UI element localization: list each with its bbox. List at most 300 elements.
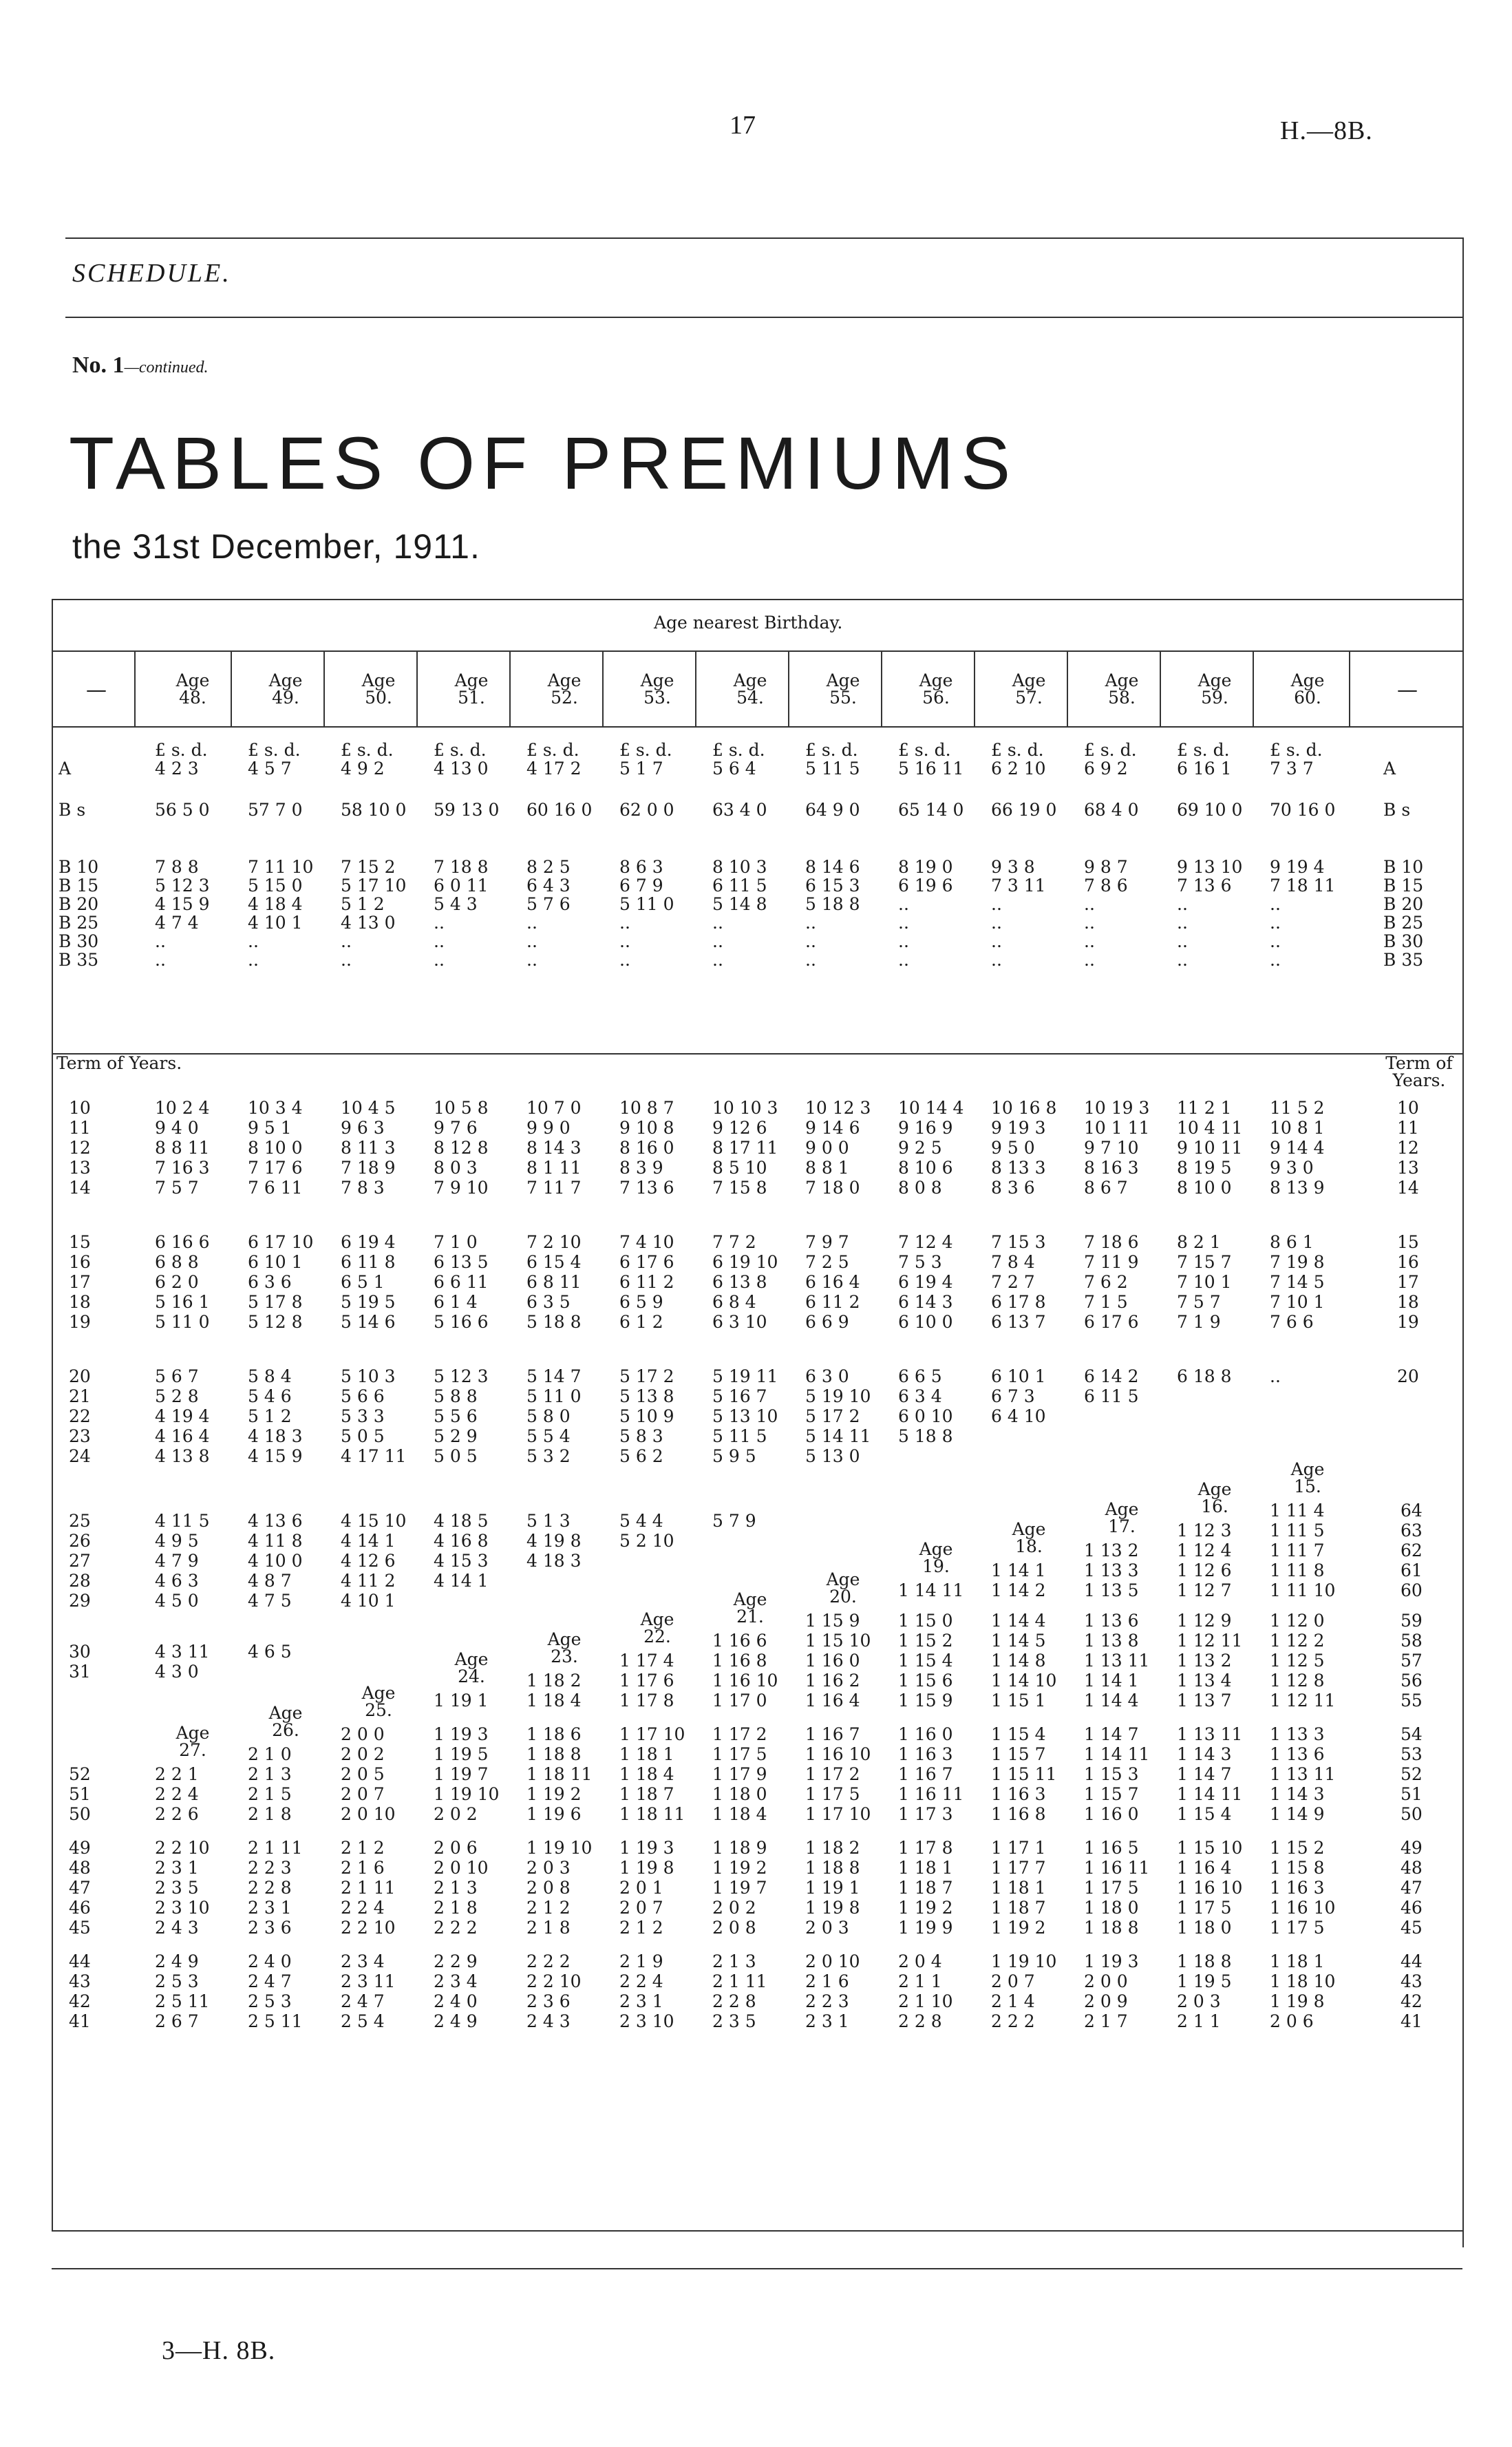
premium-cell: 1 18 6 — [526, 1724, 582, 1744]
top-rule — [65, 237, 1462, 239]
premium-cell: 1 18 8 — [1084, 1918, 1139, 1938]
premium-cell: 8 8 11 — [155, 1138, 210, 1158]
premium-cell: 5 2 10 — [619, 1531, 674, 1551]
column-header-age: Age 48. — [175, 670, 210, 708]
premium-cell: 1 16 10 — [1270, 1898, 1336, 1918]
premium-cell: 1 19 10 — [434, 1784, 500, 1804]
age-subheader: Age 17. — [1105, 1499, 1139, 1536]
premium-cell: 1 19 2 — [526, 1784, 582, 1804]
premium-cell: 8 6 3 — [619, 857, 663, 877]
premium-cell: 1 17 4 — [619, 1651, 674, 1671]
premium-cell: 6 6 5 — [898, 1366, 942, 1386]
term-label-right: 56 — [1401, 1671, 1423, 1691]
premium-cell: 4 2 3 — [155, 759, 199, 778]
premium-cell: 7 17 6 — [248, 1158, 303, 1178]
premium-cell: .. — [1270, 950, 1281, 970]
premium-cell: 5 5 6 — [434, 1406, 478, 1426]
premium-cell: 2 4 3 — [526, 2011, 571, 2031]
premium-cell: 1 15 2 — [1270, 1838, 1325, 1858]
premium-cell: 7 8 3 — [341, 1178, 385, 1198]
premium-cell: 5 1 3 — [526, 1511, 571, 1531]
premium-cell: 1 14 11 — [1177, 1784, 1243, 1804]
premium-cell: 8 0 3 — [434, 1158, 478, 1178]
premium-cell: 10 8 1 — [1270, 1118, 1325, 1138]
premium-cell: 1 15 9 — [805, 1611, 860, 1631]
premium-cell: 4 15 3 — [434, 1551, 489, 1571]
premium-cell: 2 2 4 — [155, 1784, 199, 1804]
premium-cell: .. — [898, 950, 909, 970]
premium-cell: 8 3 9 — [619, 1158, 663, 1178]
premium-cell: 6 3 5 — [526, 1292, 571, 1312]
premium-cell: 68 4 0 — [1084, 800, 1139, 820]
premium-cell: 4 18 3 — [526, 1551, 582, 1571]
term-section-rule — [52, 1053, 1462, 1055]
continued-label: —continued. — [124, 359, 209, 377]
premium-cell: 1 16 5 — [1084, 1838, 1139, 1858]
premium-cell: 10 19 3 — [1084, 1098, 1150, 1118]
term-label: 25 — [69, 1511, 91, 1531]
premium-cell: 2 1 11 — [712, 1971, 767, 1991]
premium-cell: 4 15 10 — [341, 1511, 407, 1531]
premium-cell: 2 2 8 — [898, 2011, 942, 2031]
premium-cell: 8 13 9 — [1270, 1178, 1325, 1198]
premium-cell: 1 18 7 — [898, 1878, 953, 1898]
term-label: 27 — [69, 1551, 91, 1571]
premium-cell: 1 12 7 — [1177, 1580, 1232, 1600]
premium-cell: .. — [1084, 894, 1095, 914]
premium-cell: 5 6 2 — [619, 1446, 663, 1466]
premium-cell: 9 13 10 — [1177, 857, 1243, 877]
premium-cell: 1 11 4 — [1270, 1501, 1325, 1521]
premium-cell: 9 14 6 — [805, 1118, 860, 1138]
footer-rule — [52, 2268, 1462, 2269]
premium-cell: 4 7 4 — [155, 913, 199, 933]
premium-cell: .. — [898, 913, 909, 933]
term-label: 14 — [69, 1178, 91, 1198]
term-label-right: 17 — [1397, 1272, 1419, 1292]
premium-cell: .. — [619, 931, 630, 951]
premium-cell: 1 19 8 — [1270, 1991, 1325, 2011]
premium-cell: 64 9 0 — [805, 800, 860, 820]
premium-cell: 1 13 7 — [1177, 1691, 1232, 1710]
premium-cell: 1 19 5 — [1177, 1971, 1232, 1991]
premium-cell: 7 14 5 — [1270, 1272, 1325, 1292]
column-divider — [1160, 650, 1161, 726]
premium-cell: 6 10 0 — [898, 1312, 953, 1332]
premium-cell: 4 10 1 — [341, 1591, 396, 1611]
premium-cell: 6 4 10 — [991, 1406, 1046, 1426]
term-label: 46 — [69, 1898, 91, 1918]
premium-cell: 1 19 6 — [526, 1804, 582, 1824]
premium-cell: 1 12 3 — [1177, 1521, 1232, 1540]
term-label: 17 — [69, 1272, 91, 1292]
column-divider — [231, 650, 232, 726]
premium-cell: 1 17 2 — [805, 1764, 860, 1784]
premium-cell: 2 2 1 — [155, 1764, 199, 1784]
premium-cell: 4 8 7 — [248, 1571, 292, 1591]
premium-cell: 5 6 6 — [341, 1386, 385, 1406]
term-label-right: 19 — [1397, 1312, 1419, 1332]
term-label: 21 — [69, 1386, 91, 1406]
premium-cell: 2 2 8 — [712, 1991, 756, 2011]
term-label-right: 13 — [1397, 1158, 1419, 1178]
premium-cell: 1 19 8 — [619, 1858, 674, 1878]
premium-cell: 1 15 4 — [991, 1724, 1046, 1744]
premium-cell: 5 11 5 — [805, 759, 860, 778]
row-label: B 35 — [58, 950, 99, 970]
premium-cell: 5 6 4 — [712, 759, 756, 778]
premium-cell: 1 11 7 — [1270, 1540, 1325, 1560]
age-subheader: Age 27. — [175, 1723, 210, 1760]
premium-cell: .. — [1270, 931, 1281, 951]
premium-cell: 5 19 11 — [712, 1366, 778, 1386]
premium-cell: 6 17 10 — [248, 1232, 314, 1252]
premium-cell: 8 16 0 — [619, 1138, 674, 1158]
premium-cell: 4 16 8 — [434, 1531, 489, 1551]
premium-cell: 66 19 0 — [991, 800, 1057, 820]
premium-cell: 6 17 8 — [991, 1292, 1046, 1312]
premium-cell: 5 11 0 — [526, 1386, 582, 1406]
premium-cell: 5 6 7 — [155, 1366, 199, 1386]
premium-cell: 2 1 11 — [248, 1838, 303, 1858]
premium-cell: 1 18 2 — [526, 1671, 582, 1691]
premium-cell: 2 5 3 — [155, 1971, 199, 1991]
premium-cell: 7 5 7 — [155, 1178, 199, 1198]
premium-cell: 6 1 4 — [434, 1292, 478, 1312]
premium-cell: 1 16 2 — [805, 1671, 860, 1691]
currency-header: £ s. d. — [1084, 740, 1137, 760]
premium-cell: .. — [1084, 913, 1095, 933]
premium-cell: 10 14 4 — [898, 1098, 964, 1118]
premium-cell: 5 0 5 — [341, 1426, 385, 1446]
premium-cell: 1 18 1 — [898, 1858, 953, 1878]
premium-cell: 6 13 5 — [434, 1252, 489, 1272]
term-label-right: 42 — [1401, 1991, 1423, 2011]
premium-cell: 1 13 11 — [1177, 1724, 1243, 1744]
term-label: 10 — [69, 1098, 91, 1118]
premium-cell: 1 12 8 — [1270, 1671, 1325, 1691]
premium-cell: 1 15 1 — [991, 1691, 1046, 1710]
premium-cell: .. — [1177, 913, 1188, 933]
premium-cell: 9 3 0 — [1270, 1158, 1314, 1178]
premium-cell: 1 16 10 — [712, 1671, 778, 1691]
premium-cell: 4 3 11 — [155, 1642, 210, 1662]
premium-cell: 5 13 8 — [619, 1386, 674, 1406]
premium-cell: 4 5 7 — [248, 759, 292, 778]
premium-cell: .. — [991, 913, 1002, 933]
premium-cell: 1 17 8 — [898, 1838, 953, 1858]
premium-cell: 6 19 6 — [898, 876, 953, 896]
premium-cell: 6 16 6 — [155, 1232, 210, 1252]
premium-cell: .. — [1270, 894, 1281, 914]
premium-cell: 5 9 5 — [712, 1446, 756, 1466]
premium-cell: 1 14 1 — [1084, 1671, 1139, 1691]
premium-cell: 11 5 2 — [1270, 1098, 1325, 1118]
column-divider — [602, 650, 604, 726]
premium-cell: 6 8 4 — [712, 1292, 756, 1312]
premium-cell: 1 15 4 — [1177, 1804, 1232, 1824]
term-label-right: 51 — [1401, 1784, 1423, 1804]
premium-cell: 1 18 8 — [1177, 1951, 1232, 1971]
premium-cell: 2 4 0 — [248, 1951, 292, 1971]
premium-cell: 5 14 7 — [526, 1366, 582, 1386]
premium-cell: 5 14 6 — [341, 1312, 396, 1332]
premium-cell: .. — [1270, 1366, 1281, 1386]
premium-cell: .. — [712, 931, 723, 951]
number-label: No. 1 — [72, 352, 125, 378]
term-label-right: 60 — [1401, 1580, 1423, 1600]
premium-cell: 6 11 2 — [619, 1272, 674, 1292]
term-label: 24 — [69, 1446, 91, 1466]
premium-cell: 1 16 3 — [991, 1784, 1046, 1804]
premium-cell: 1 16 0 — [898, 1724, 953, 1744]
premium-cell: 7 1 0 — [434, 1232, 478, 1252]
premium-cell: 2 3 6 — [526, 1991, 571, 2011]
currency-header: £ s. d. — [341, 740, 394, 760]
premium-cell: 1 14 4 — [991, 1611, 1046, 1631]
premium-cell: 7 8 4 — [991, 1252, 1035, 1272]
schedule-rule — [65, 317, 1462, 318]
premium-cell: 5 8 4 — [248, 1366, 292, 1386]
age-subheader: Age 24. — [454, 1649, 489, 1686]
premium-cell: 9 16 9 — [898, 1118, 953, 1138]
header-rule — [52, 650, 1462, 652]
premium-cell: 6 7 9 — [619, 876, 663, 896]
premium-cell: 6 9 2 — [1084, 759, 1128, 778]
premium-cell: 5 0 5 — [434, 1446, 478, 1466]
premium-cell: 2 2 10 — [155, 1838, 210, 1858]
premium-cell: 7 3 11 — [991, 876, 1046, 896]
premium-cell: 2 0 2 — [341, 1744, 385, 1764]
premium-cell: 2 3 1 — [619, 1991, 663, 2011]
premium-cell: 1 17 5 — [1177, 1898, 1232, 1918]
premium-cell: 6 17 6 — [1084, 1312, 1139, 1332]
premium-cell: 2 2 10 — [526, 1971, 582, 1991]
premium-cell: 1 16 10 — [1177, 1878, 1243, 1898]
premium-cell: 7 11 10 — [248, 857, 314, 877]
left-rule — [52, 599, 53, 2230]
term-label: 49 — [69, 1838, 91, 1858]
age-subheader: Age 22. — [640, 1609, 674, 1646]
premium-cell: 2 0 3 — [805, 1918, 849, 1938]
premium-cell: 6 16 4 — [805, 1272, 860, 1292]
premium-cell: 5 15 0 — [248, 876, 303, 896]
premium-cell: 10 2 4 — [155, 1098, 210, 1118]
premium-cell: 5 10 3 — [341, 1366, 396, 1386]
premium-cell: 1 16 10 — [805, 1744, 871, 1764]
premium-cell: 6 11 5 — [1084, 1386, 1139, 1406]
age-subheader: Age 21. — [733, 1589, 767, 1627]
premium-cell: .. — [991, 950, 1002, 970]
premium-cell: 9 4 0 — [155, 1118, 199, 1138]
premium-cell: .. — [898, 894, 909, 914]
row-label: B s — [58, 800, 86, 820]
premium-cell: .. — [434, 913, 445, 933]
premium-cell: 6 15 3 — [805, 876, 860, 896]
premium-cell: 2 0 10 — [434, 1858, 489, 1878]
premium-cell: .. — [1177, 931, 1188, 951]
term-label: 15 — [69, 1232, 91, 1252]
column-divider — [695, 650, 696, 726]
term-label-right: 16 — [1397, 1252, 1419, 1272]
premium-cell: 5 3 3 — [341, 1406, 385, 1426]
left-dash: — — [86, 678, 107, 702]
premium-cell: 6 6 11 — [434, 1272, 489, 1292]
premium-cell: 6 16 1 — [1177, 759, 1232, 778]
premium-cell: 1 13 6 — [1270, 1744, 1325, 1764]
premium-cell: 1 15 6 — [898, 1671, 953, 1691]
premium-cell: 6 19 10 — [712, 1252, 778, 1272]
premium-cell: 1 14 3 — [1270, 1784, 1325, 1804]
term-label: 30 — [69, 1642, 91, 1662]
premium-cell: 1 15 7 — [991, 1744, 1046, 1764]
premium-cell: 5 1 7 — [619, 759, 663, 778]
premium-cell: 2 1 5 — [248, 1784, 292, 1804]
premium-cell: 1 14 10 — [991, 1671, 1057, 1691]
term-label: 43 — [69, 1971, 91, 1991]
premium-cell: 6 2 0 — [155, 1272, 199, 1292]
premium-cell: 5 1 2 — [341, 894, 385, 914]
premium-cell: 5 11 0 — [155, 1312, 210, 1332]
premium-cell: 6 13 8 — [712, 1272, 767, 1292]
premium-cell: 1 18 0 — [1177, 1918, 1232, 1938]
premium-cell: 10 3 4 — [248, 1098, 303, 1118]
premium-cell: 1 14 3 — [1177, 1744, 1232, 1764]
premium-cell: 1 17 9 — [712, 1764, 767, 1784]
premium-cell: 8 6 1 — [1270, 1232, 1314, 1252]
premium-cell: 69 10 0 — [1177, 800, 1243, 820]
premium-cell: 1 15 11 — [991, 1764, 1057, 1784]
premium-cell: 5 16 11 — [898, 759, 964, 778]
column-header-age: Age 58. — [1105, 670, 1139, 708]
premium-cell: 1 12 0 — [1270, 1611, 1325, 1631]
term-label: 44 — [69, 1951, 91, 1971]
premium-cell: 5 18 8 — [526, 1312, 582, 1332]
premium-cell: 59 13 0 — [434, 800, 500, 820]
premium-cell: 5 19 5 — [341, 1292, 396, 1312]
premium-cell: 2 6 7 — [155, 2011, 199, 2031]
premium-cell: 5 17 10 — [341, 876, 407, 896]
term-label: 52 — [69, 1764, 91, 1784]
premium-cell: 1 19 7 — [434, 1764, 489, 1784]
premium-cell: 57 7 0 — [248, 800, 303, 820]
premium-cell: .. — [155, 931, 166, 951]
row-label-right: B 10 — [1383, 857, 1424, 877]
premium-cell: 2 3 1 — [155, 1858, 199, 1878]
premium-cell: 10 10 3 — [712, 1098, 778, 1118]
term-label-right: 47 — [1401, 1878, 1423, 1898]
premium-cell: 1 14 2 — [991, 1580, 1046, 1600]
premium-cell: 9 19 3 — [991, 1118, 1046, 1138]
premium-cell: 70 16 0 — [1270, 800, 1336, 820]
premium-cell: 8 11 3 — [341, 1138, 396, 1158]
term-label-right: 62 — [1401, 1540, 1423, 1560]
term-label: 13 — [69, 1158, 91, 1178]
term-label-right: 55 — [1401, 1691, 1423, 1710]
term-label-right: 53 — [1401, 1744, 1423, 1764]
premium-cell: 1 17 5 — [712, 1744, 767, 1764]
premium-cell: 2 1 3 — [434, 1878, 478, 1898]
premium-cell: 6 14 3 — [898, 1292, 953, 1312]
premium-cell: 2 0 6 — [1270, 2011, 1314, 2031]
premium-cell: 2 2 9 — [434, 1951, 478, 1971]
premium-cell: 4 11 2 — [341, 1571, 396, 1591]
premium-cell: 2 0 0 — [1084, 1971, 1128, 1991]
premium-cell: 6 11 5 — [712, 876, 767, 896]
premium-cell: .. — [526, 913, 537, 933]
premium-cell: 2 3 11 — [341, 1971, 396, 1991]
premium-cell: 1 19 3 — [434, 1724, 489, 1744]
premium-cell: 2 0 7 — [991, 1971, 1035, 1991]
table-bottom-rule — [52, 2230, 1462, 2232]
premium-cell: 6 17 6 — [619, 1252, 674, 1272]
column-header-age: Age 55. — [826, 670, 860, 708]
premium-cell: 4 9 2 — [341, 759, 385, 778]
premium-cell: 1 12 11 — [1177, 1631, 1243, 1651]
premium-cell: 2 3 4 — [434, 1971, 478, 1991]
premium-cell: 10 12 3 — [805, 1098, 871, 1118]
premium-cell: 1 17 8 — [619, 1691, 674, 1710]
premium-cell: 6 19 4 — [898, 1272, 953, 1292]
premium-cell: 62 0 0 — [619, 800, 674, 820]
age-subheader: Age 15. — [1290, 1459, 1325, 1496]
premium-cell: 2 2 8 — [248, 1878, 292, 1898]
premium-cell: 5 3 2 — [526, 1446, 571, 1466]
premium-cell: 9 0 0 — [805, 1138, 849, 1158]
row-label-right: B 15 — [1383, 876, 1424, 896]
premium-cell: 2 1 8 — [434, 1898, 478, 1918]
page-number: 17 — [730, 111, 756, 140]
premium-cell: 8 1 11 — [526, 1158, 582, 1178]
premium-cell: 8 19 5 — [1177, 1158, 1232, 1178]
number-continued — [72, 352, 209, 379]
premium-cell: 1 14 4 — [1084, 1691, 1139, 1710]
premium-cell: 2 3 5 — [155, 1878, 199, 1898]
premium-cell: 5 4 3 — [434, 894, 478, 914]
premium-cell: 6 4 3 — [526, 876, 571, 896]
premium-cell: 4 12 6 — [341, 1551, 396, 1571]
row-label: B 30 — [58, 931, 99, 951]
premium-cell: 4 17 11 — [341, 1446, 407, 1466]
table-top-rule — [52, 599, 1462, 600]
premium-cell: 5 11 5 — [712, 1426, 767, 1446]
premium-cell: .. — [619, 950, 630, 970]
term-label-right: 49 — [1401, 1838, 1423, 1858]
premium-cell: 2 0 1 — [619, 1878, 663, 1898]
premium-cell: .. — [898, 931, 909, 951]
premium-cell: 2 1 9 — [619, 1951, 663, 1971]
age-subheader: Age 19. — [919, 1539, 953, 1576]
premium-cell: 1 19 2 — [712, 1858, 767, 1878]
premium-cell: 7 15 3 — [991, 1232, 1046, 1252]
premium-cell: 2 1 4 — [991, 1991, 1035, 2011]
premium-cell: 4 6 5 — [248, 1642, 292, 1662]
premium-cell: 5 13 0 — [805, 1446, 860, 1466]
premium-cell: 1 14 1 — [991, 1560, 1046, 1580]
premium-cell: 1 14 7 — [1177, 1764, 1232, 1784]
premium-cell: 2 3 6 — [248, 1918, 292, 1938]
premium-cell: 7 8 8 — [155, 857, 199, 877]
premium-cell: 2 1 3 — [248, 1764, 292, 1784]
premium-cell: 8 17 11 — [712, 1138, 778, 1158]
premium-cell: 60 16 0 — [526, 800, 593, 820]
premium-cell: 5 12 3 — [155, 876, 210, 896]
premium-cell: 6 3 10 — [712, 1312, 767, 1332]
premium-cell: 8 10 0 — [1177, 1178, 1232, 1198]
premium-cell: 1 14 7 — [1084, 1724, 1139, 1744]
premium-cell: 2 0 9 — [1084, 1991, 1128, 2011]
premium-cell: 1 16 3 — [898, 1744, 953, 1764]
